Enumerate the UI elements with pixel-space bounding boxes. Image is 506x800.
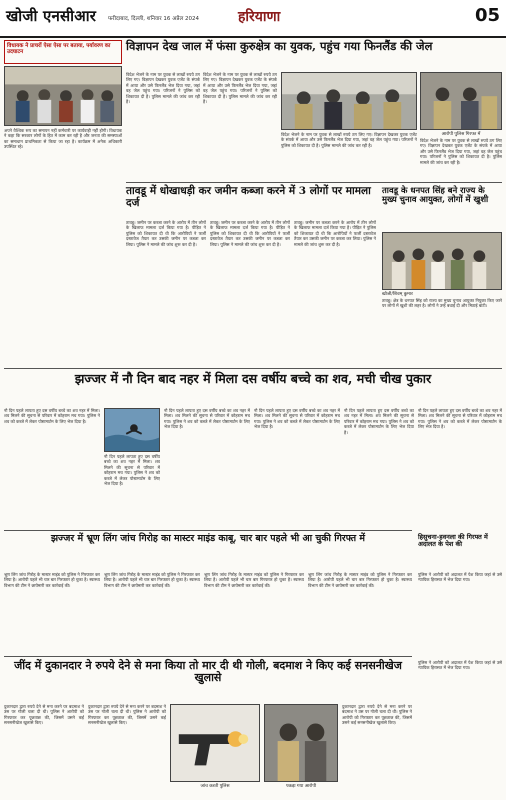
story-top-left-headline: विधायक ने प्राचरों ऐसा ऐसा पर बताया, पर्यावरण का उदघाटन xyxy=(7,43,111,56)
jhajjar-child-headline: झज्जर में नौ दिन बाद नहर में मिला दस वर्षीय बच्चे का शव, मची चीख पुकार xyxy=(74,371,432,386)
rule xyxy=(4,656,412,657)
accused-photo xyxy=(265,705,337,781)
story-top-left xyxy=(4,40,122,64)
meeting-photo xyxy=(5,67,121,125)
rule xyxy=(4,530,412,531)
jind-photo-gun xyxy=(170,704,260,782)
dateline: फरीदाबाद, दिल्ली, शनिवार 16 अप्रैल 2024 xyxy=(108,16,199,22)
jind-headline-box xyxy=(4,660,412,700)
pistol-photo xyxy=(171,705,259,781)
side-story-body: पुलिस ने आरोपी को अदालत में पेश किया जहां से उसे न्यायिक हिरासत में भेज दिया गया। xyxy=(418,572,502,583)
jhajjar-child-body-3: नौ दिन पहले लापता हुए दस वर्षीय बच्चे का शव नहर में मिला। शव मिलने की सूचना से परिवार में कोहराम मच गया। पुलिस ने शव को कब्जे में लेकर पोस्टमार्टम के लिए भेज दिया है। xyxy=(164,408,250,430)
lead-photo xyxy=(281,72,417,130)
tavdu-land-body-1: तावडू। जमीन पर कब्जा करने के आरोप में तीन लोगों के खिलाफ मामला दर्ज किया गया है। पीड़ित ने पुलिस को शिकायत दी थी कि आरोपियों ने फर्जी दस्तावेज तैयार कर उसकी जमीन पर कब्जा कर लिया। पुलिस ने मामले की जांच शुरू कर दी है। xyxy=(126,220,206,247)
jind-body-1: दुकानदार द्वारा रुपये देने से मना करने पर बदमाश ने उस पर गोली चला दी थी। पुलिस ने आरोपी को गिरफ्तार कर पूछताछ की, जिसमें उसने कई सनसनीखेज खुलासे किए। xyxy=(4,704,84,726)
jhajjar-child-body-4: नौ दिन पहले लापता हुए दस वर्षीय बच्चे का शव नहर में मिला। शव मिलने की सूचना से परिवार में कोहराम मच गया। पुलिस ने शव को कब्जे में लेकर पोस्टमार्टम के लिए भेज दिया है। xyxy=(254,408,340,430)
jhajjar-child-body-6: नौ दिन पहले लापता हुए दस वर्षीय बच्चे का शव नहर में मिला। शव मिलने की सूचना से परिवार में कोहराम मच गया। पुलिस ने शव को कब्जे में लेकर पोस्टमार्टम के लिए भेज दिया है। xyxy=(418,408,502,430)
story-top-left-photo xyxy=(4,66,122,126)
lead-body-4: विदेश भेजने के नाम पर युवक से लाखों रुपये ठग लिए गए। विज्ञापन देखकर युवक एजेंट के संपर्क में आया और उसे फिनलैंड भेज दिया गया, जहां वह जेल पहुंच गया। परिजनों ने पुलिस को शिकायत दी है। पुलिस मामले की जांच कर रही है। xyxy=(420,138,502,165)
jhajjar-gang-body-4: भ्रूण लिंग जांच गिरोह के मास्टर माइंड को पुलिस ने गिरफ्तार कर लिया है। आरोपी पहले भी चार बार गिरफ्तार हो चुका है। स्वास्थ्य विभाग की टीम ने छापेमारी कर कार्रवाई की। xyxy=(308,572,412,588)
dhanpat-byline: खोजी/शिवम् कुमार xyxy=(382,292,413,297)
lead-body-3: विदेश भेजने के नाम पर युवक से लाखों रुपये ठग लिए गए। विज्ञापन देखकर युवक एजेंट के संपर्क में आया और उसे फिनलैंड भेज दिया गया, जहां वह जेल पहुंच गया। परिजनों ने पुलिस को शिकायत दी है। पुलिस मामले की जांच कर रही है। xyxy=(281,132,417,148)
side-story-body-2: पुलिस ने आरोपी को अदालत में पेश किया जहां से उसे न्यायिक हिरासत में भेज दिया गया। xyxy=(418,660,502,671)
jind-photo-accused xyxy=(264,704,338,782)
tavdu-land-body-2: तावडू। जमीन पर कब्जा करने के आरोप में तीन लोगों के खिलाफ मामला दर्ज किया गया है। पीड़ित ने पुलिस को शिकायत दी थी कि आरोपियों ने फर्जी दस्तावेज तैयार कर उसकी जमीन पर कब्जा कर लिया। पुलिस ने मामले की जांच शुरू कर दी है। xyxy=(210,220,290,247)
dhanpat-body: तावडू। क्षेत्र के धनपत सिंह को राज्य का मुख्य चुनाव आयुक्त नियुक्त किए जाने पर लोगों में खुशी की लहर है। लोगों ने उन्हें बधाई दी और मिठाई बांटी। xyxy=(382,298,502,309)
page-number: 05 xyxy=(474,5,500,26)
jhajjar-gang-body-1: भ्रूण लिंग जांच गिरोह के मास्टर माइंड को पुलिस ने गिरफ्तार कर लिया है। आरोपी पहले भी चार बार गिरफ्तार हो चुका है। स्वास्थ्य विभाग की टीम ने छापेमारी कर कार्रवाई की। xyxy=(4,572,100,588)
police-photo xyxy=(282,73,416,129)
section-title: हरियाणा xyxy=(238,9,281,25)
jind-body-2: दुकानदार द्वारा रुपये देने से मना करने पर बदमाश ने उस पर गोली चला दी थी। पुलिस ने आरोपी को गिरफ्तार कर पूछताछ की, जिसमें उसने कई सनसनीखेज खुलासे किए। xyxy=(88,704,166,726)
tavdu-land-body-3: तावडू। जमीन पर कब्जा करने के आरोप में तीन लोगों के खिलाफ मामला दर्ज किया गया है। पीड़ित ने पुलिस को शिकायत दी थी कि आरोपियों ने फर्जी दस्तावेज तैयार कर उसकी जमीन पर कब्जा कर लिया। पुलिस ने मामले की जांच शुरू कर दी है। xyxy=(294,220,376,247)
jind-headline: जींद में दुकानदार ने रुपये देने से मना किया तो मार दी थी गोली, बदमाश ने किए कई सनसनीखेज खुलासे xyxy=(14,659,402,685)
jhajjar-gang-body-3: भ्रूण लिंग जांच गिरोह के मास्टर माइंड को पुलिस ने गिरफ्तार कर लिया है। आरोपी पहले भी चार बार गिरफ्तार हो चुका है। स्वास्थ्य विभाग की टीम ने छापेमारी कर कार्रवाई की। xyxy=(204,572,304,588)
jhajjar-child-body-1: नौ दिन पहले लापता हुए दस वर्षीय बच्चे का शव नहर में मिला। शव मिलने की सूचना से परिवार में कोहराम मच गया। पुलिस ने शव को कब्जे में लेकर पोस्टमार्टम के लिए भेज दिया है। xyxy=(4,408,100,424)
jhajjar-gang-headline-box xyxy=(4,534,412,568)
jind-body-3: दुकानदार द्वारा रुपये देने से मना करने पर बदमाश ने उस पर गोली चला दी थी। पुलिस ने आरोपी को गिरफ्तार कर पूछताछ की, जिसमें उसने कई सनसनीखेज खुलासे किए। xyxy=(342,704,412,726)
tavdu-land-headline: तावडू में धोखाधड़ी कर जमीन कब्जा करने में 3 लोगों पर मामला दर्ज xyxy=(126,185,371,209)
jhajjar-child-headline-box xyxy=(4,372,502,402)
accused-photo xyxy=(421,73,501,129)
dhanpat-headline-box xyxy=(382,186,502,230)
dhanpat-headline: तावडू के धनपत सिंह बने राज्य के मुख्य चुनाव आयुक्त, लोगों में खुशी xyxy=(382,185,489,205)
jhajjar-gang-body-2: भ्रूण लिंग जांच गिरोह के मास्टर माइंड को पुलिस ने गिरफ्तार कर लिया है। आरोपी पहले भी चार बार गिरफ्तार हो चुका है। स्वास्थ्य विभाग की टीम ने छापेमारी कर कार्रवाई की। xyxy=(104,572,200,588)
lead-headline-box xyxy=(126,40,502,68)
rule xyxy=(4,368,502,369)
lead-headline: विज्ञापन देख जाल में फंसा कुरुक्षेत्र का युवक, पहुंच गया फिनलैंड की जेल xyxy=(126,39,433,53)
lead-photo-right xyxy=(420,72,502,130)
lead-photo-caption: आरोपी पुलिस गिरफ्त में xyxy=(441,132,481,137)
brand-logo: खोजी एनसीआर xyxy=(6,7,97,25)
jhajjar-child-body-2: नौ दिन पहले लापता हुए दस वर्षीय बच्चे का शव नहर में मिला। शव मिलने की सूचना से परिवार में कोहराम मच गया। पुलिस ने शव को कब्जे में लेकर पोस्टमार्टम के लिए भेज दिया है। xyxy=(104,454,160,487)
canal-photo xyxy=(105,409,159,451)
lead-body-2: विदेश भेजने के नाम पर युवक से लाखों रुपये ठग लिए गए। विज्ञापन देखकर युवक एजेंट के संपर्क में आया और उसे फिनलैंड भेज दिया गया, जहां वह जेल पहुंच गया। परिजनों ने पुलिस को शिकायत दी है। पुलिस मामले की जांच कर रही है। xyxy=(203,72,277,105)
rule xyxy=(126,182,502,183)
side-story-headline: हिसुचना-हवनला की गिरफ्त में अदालत के पेश की xyxy=(418,533,488,549)
jhajjar-gang-headline: झज्जर में भ्रूण लिंग जांच गिरोह का मास्टर माइंड काबू, चार बार पहले भी आ चुकी गिरफ्त में xyxy=(50,533,366,544)
side-story-headline-box xyxy=(418,534,502,568)
jind-photo-caption-left: जांच करती पुलिस xyxy=(200,784,230,789)
jhajjar-child-body-5: नौ दिन पहले लापता हुए दस वर्षीय बच्चे का शव नहर में मिला। शव मिलने की सूचना से परिवार में कोहराम मच गया। पुलिस ने शव को कब्जे में लेकर पोस्टमार्टम के लिए भेज दिया है। xyxy=(344,408,414,435)
dhanpat-photo xyxy=(382,232,502,290)
group-photo xyxy=(383,233,501,289)
masthead xyxy=(0,0,506,38)
lead-body-1: विदेश भेजने के नाम पर युवक से लाखों रुपये ठग लिए गए। विज्ञापन देखकर युवक एजेंट के संपर्क में आया और उसे फिनलैंड भेज दिया गया, जहां वह जेल पहुंच गया। परिजनों ने पुलिस को शिकायत दी है। पुलिस मामले की जांच कर रही है। xyxy=(126,72,200,105)
story-top-left-body: अपने वैश्विक रूप का समापन नहीं कर्मचारी पर कार्यवाही नहीं होगी। विधायक ने कहा कि सरकार लोगों के हित में काम कर रही है और जनता की समस्याओं का समाधान प्राथमिकता से किया जा रहा है। कार्यक्रम में अनेक अधिकारी उपस्थित रहे। xyxy=(4,128,122,150)
jind-photo-caption-right: पकड़ा गया आरोपी xyxy=(285,784,317,789)
tavdu-land-headline-box xyxy=(126,186,376,216)
jhajjar-child-photo xyxy=(104,408,160,452)
